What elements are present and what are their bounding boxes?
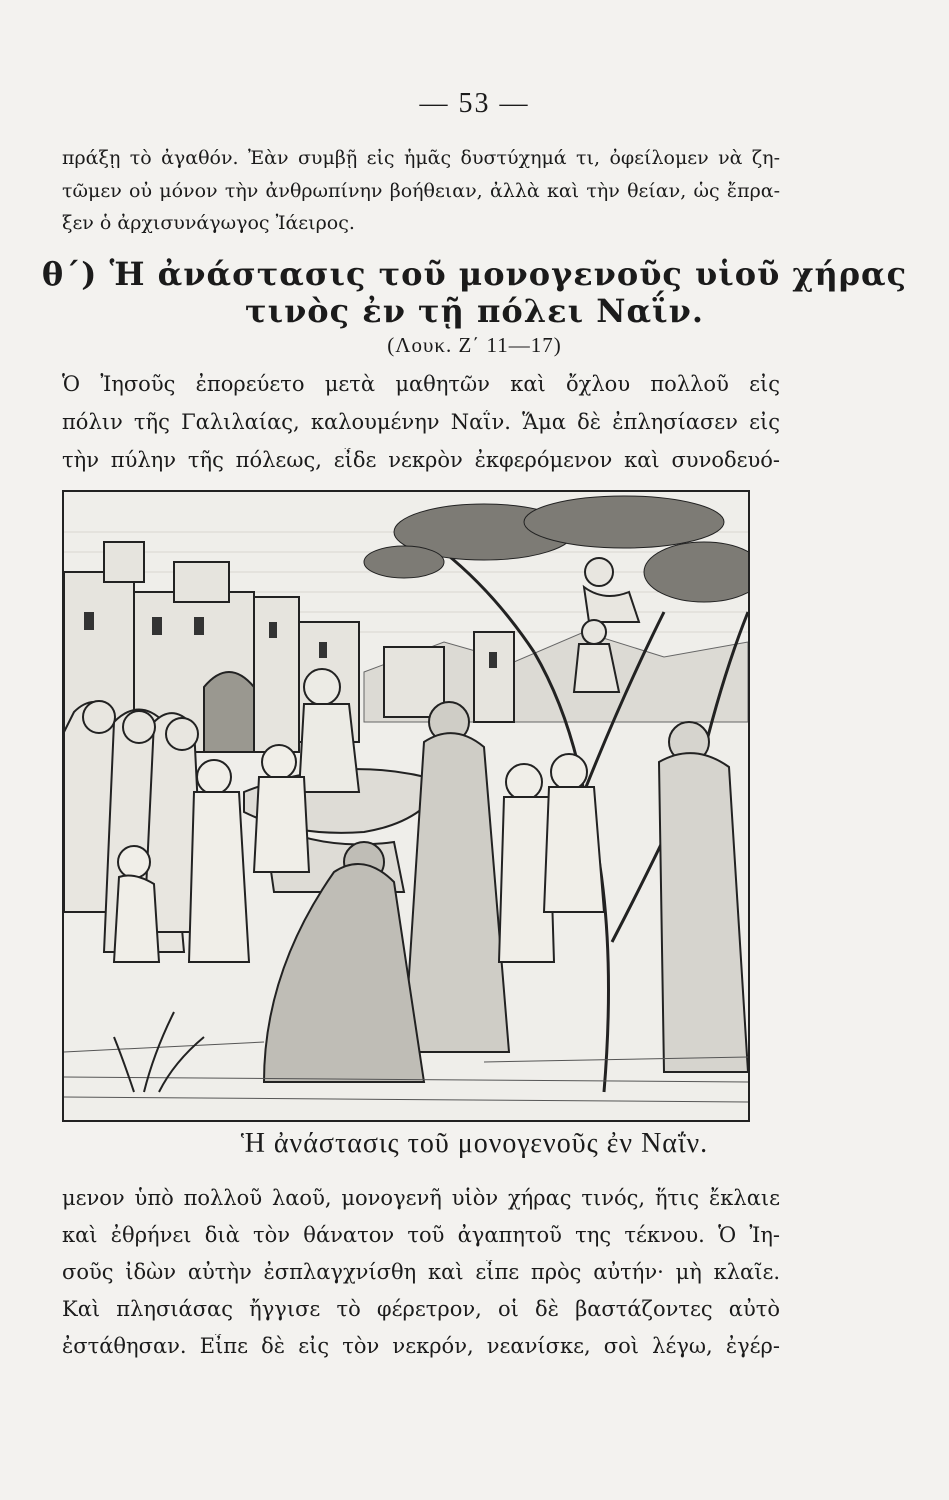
engraving-image	[62, 490, 750, 1122]
illustration-caption: Ἡ ἀνάστασις τοῦ μονογενοῦς ἐν Ναΐν.	[240, 1128, 709, 1159]
intro-line-2: τῶμεν οὐ μόνον τὴν ἀνθρωπίνην βοήθειαν, ἀλλὰ καὶ τὴν θείαν, ὡς ἔπρα-	[62, 180, 780, 202]
paragraph2-line-2: καὶ ἐθρήνει διὰ τὸν θάνατον τοῦ ἀγαπητοῦ της τέκνου. Ὁ Ἰη-	[62, 1223, 780, 1247]
paragraph1-line-1: Ὁ Ἰησοῦς ἐπορεύετο μετὰ μαθητῶν καὶ ὄχλου πολλοῦ εἰς	[62, 372, 780, 396]
paragraph2-line-4: Καὶ πλησιάσας ἤγγισε τὸ φέρετρον, οἱ δὲ βαστάζοντες αὐτὸ	[62, 1297, 780, 1321]
paragraph2-line-5: ἐστάθησαν. Εἶπε δὲ εἰς τὸν νεκρόν, νεανίσκε, σοὶ λέγω, ἐγέρ-	[62, 1334, 780, 1358]
paragraph2-line-1: μενον ὑπὸ πολλοῦ λαοῦ, μονογενῆ υἱὸν χήρας τινός, ἥτις ἔκλαιε	[62, 1186, 780, 1210]
section-heading-line-2: τινὸς ἐν τῇ πόλει Ναΐν.	[245, 292, 704, 330]
paragraph1-line-2: πόλιν τῆς Γαλιλαίας, καλουμένην Ναΐν. Ἅμα δὲ ἐπλησίασεν εἰς	[62, 410, 780, 434]
paragraph1-line-3: τὴν πύλην τῆς πόλεως, εἶδε νεκρὸν ἐκφερόμενον καὶ συνοδευό-	[62, 448, 780, 472]
intro-line-3: ξεν ὁ ἀρχισυνάγωγος Ἰάειρος.	[62, 212, 355, 234]
intro-line-1: πράξῃ τὸ ἀγαθόν. Ἐὰν συμβῇ εἰς ἡμᾶς δυστύχημά τι, ὀφείλομεν νὰ ζη-	[62, 147, 780, 169]
page-number: — 53 —	[419, 88, 530, 119]
scripture-reference: (Λουκ. Ζ΄ 11—17)	[387, 333, 562, 357]
engraving-svg	[64, 492, 748, 1120]
section-heading-line-1: θ΄) Ἡ ἀνάστασις τοῦ μονογενοῦς υἱοῦ χήρας	[41, 255, 908, 293]
paragraph2-line-3: σοῦς ἰδὼν αὐτὴν ἐσπλαγχνίσθη καὶ εἶπε πρὸς αὐτήν· μὴ κλαῖε.	[62, 1260, 780, 1284]
